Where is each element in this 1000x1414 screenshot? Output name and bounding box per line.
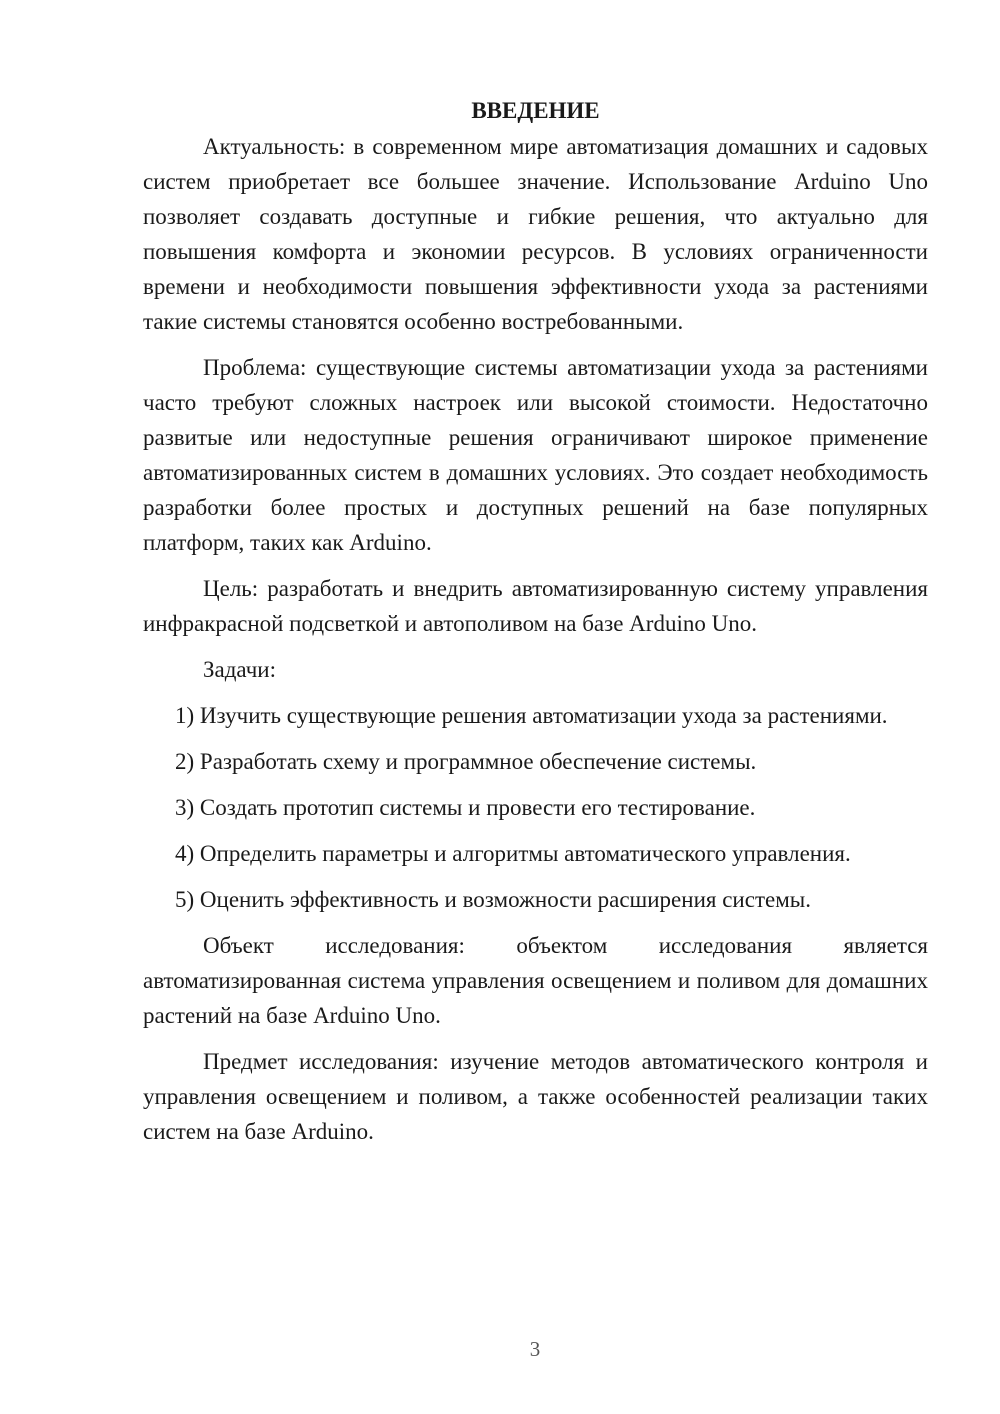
task-item: 5) Оценить эффективность и возможности расширения системы.	[175, 887, 811, 912]
paragraph-subject: Предмет исследования: изучение методов автоматического контроля и управления освещением и поливом, а также особенностей реализации таких систем на базе Arduino.	[143, 1049, 928, 1144]
paragraph-goal: Цель: разработать и внедрить автоматизированную систему управления инфракрасной подсветкой и автополивом на базе Arduino Uno.	[143, 576, 928, 636]
task-item: 2) Разработать схему и программное обеспечение системы.	[175, 749, 757, 774]
page-number: 3	[529, 1337, 541, 1361]
paragraph-problem: Проблема: существующие системы автоматизации ухода за растениями часто требуют сложных настроек или высокой стоимости. Недостаточно развитые или недоступные решения ограничивают широкое применение автоматизированных систем в домашних условиях. Это создает необходимость разработки более простых и доступных решений на базе популярных платформ, таких как Arduino.	[143, 355, 928, 555]
paragraph-relevance: Актуальность: в современном мире автоматизация домашних и садовых систем приобретает все большее значение. Использование Arduino Uno позволяет создавать доступные и гибкие решения, что актуально для повышения комфорта и экономии ресурсов. В условиях ограниченности времени и необходимости повышения эффективности ухода за растениями такие системы становятся особенно востребованными.	[143, 134, 928, 334]
task-item: 1) Изучить существующие решения автоматизации ухода за растениями.	[175, 703, 888, 728]
paragraph-object: Объект исследования: объектом исследования является автоматизированная система управления освещением и поливом для домашних растений на базе Arduino Uno.	[143, 933, 928, 1028]
tasks-heading: Задачи:	[203, 657, 276, 682]
page-content	[143, 94, 928, 1160]
section-title: ВВЕДЕНИЕ	[471, 98, 600, 123]
task-item: 4) Определить параметры и алгоритмы автоматического управления.	[175, 841, 851, 866]
task-item: 3) Создать прототип системы и провести его тестирование.	[175, 795, 756, 820]
